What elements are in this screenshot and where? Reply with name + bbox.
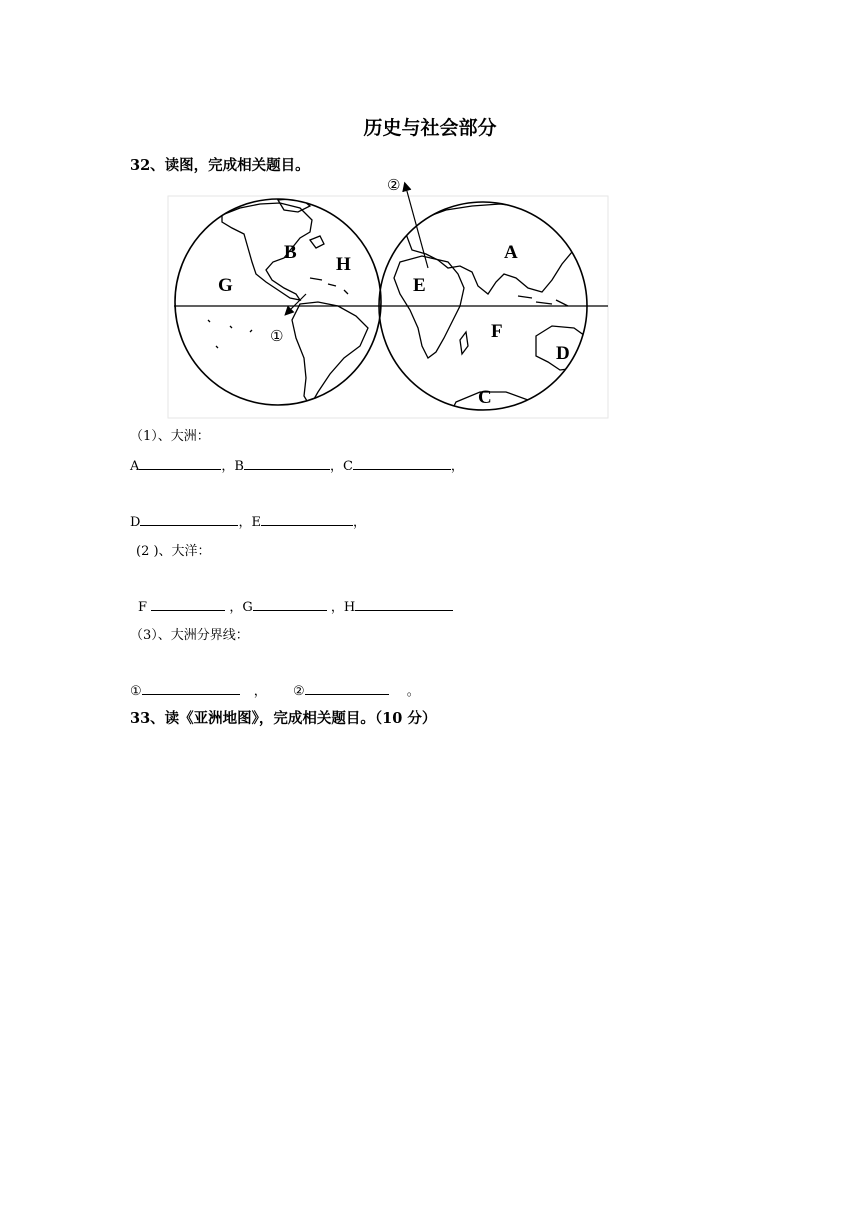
blank-f[interactable] xyxy=(151,597,225,611)
blank-h[interactable] xyxy=(355,597,453,611)
map-label-f: F xyxy=(491,321,503,342)
map-label-d: D xyxy=(556,343,570,364)
page-title: 历史与社会部分 xyxy=(363,117,497,139)
label-boundary-2: ② xyxy=(292,684,305,699)
map-label-h: H xyxy=(336,254,351,275)
blank-g[interactable] xyxy=(253,597,327,611)
label-h: ，H xyxy=(330,600,356,615)
map-marker-2: ② xyxy=(387,176,401,194)
blank-boundary-1[interactable] xyxy=(142,681,240,695)
arrow-2 xyxy=(405,184,428,268)
label-b: ，B xyxy=(221,459,244,474)
western-hemisphere xyxy=(208,198,368,406)
part3-row xyxy=(130,680,420,699)
map-label-e: E xyxy=(413,275,426,296)
part1-row2 xyxy=(130,511,366,530)
label-f: F xyxy=(138,600,148,615)
period-boundary: 。 xyxy=(406,684,420,699)
blank-b[interactable] xyxy=(244,456,330,470)
map-label-c: C xyxy=(478,387,492,408)
label-e: ，E xyxy=(238,515,261,530)
blank-a[interactable] xyxy=(139,456,221,470)
part1-heading: （1）、大洲： xyxy=(130,429,210,444)
world-hemispheres-map xyxy=(160,170,615,420)
part2-row xyxy=(138,596,453,615)
blank-c[interactable] xyxy=(353,456,451,470)
map-label-a: A xyxy=(504,242,518,263)
question-32-heading: 32、读图，完成相关题目。 xyxy=(130,157,310,174)
map-label-b: B xyxy=(284,242,297,263)
label-g: ，G xyxy=(229,600,253,615)
map-marker-1: ① xyxy=(270,327,284,345)
comma-boundary: ， xyxy=(253,684,267,699)
blank-e[interactable] xyxy=(261,512,353,526)
comma-c: ， xyxy=(450,459,464,474)
map-label-g: G xyxy=(218,275,233,296)
label-a: A xyxy=(130,459,140,474)
part2-heading: (2 )、大洋： xyxy=(136,544,211,559)
question-33-heading: 33、读《亚洲地图》，完成相关题目。（10 分） xyxy=(130,710,437,727)
label-c: ，C xyxy=(329,459,353,474)
comma-e: ， xyxy=(352,515,366,530)
western-hemisphere-border xyxy=(175,199,381,405)
part1-row1 xyxy=(130,455,464,474)
label-d: D xyxy=(130,515,141,530)
blank-boundary-2[interactable] xyxy=(305,681,389,695)
part3-heading: （3）、大洲分界线： xyxy=(130,628,249,643)
blank-d[interactable] xyxy=(140,512,238,526)
label-boundary-1: ① xyxy=(130,684,142,699)
